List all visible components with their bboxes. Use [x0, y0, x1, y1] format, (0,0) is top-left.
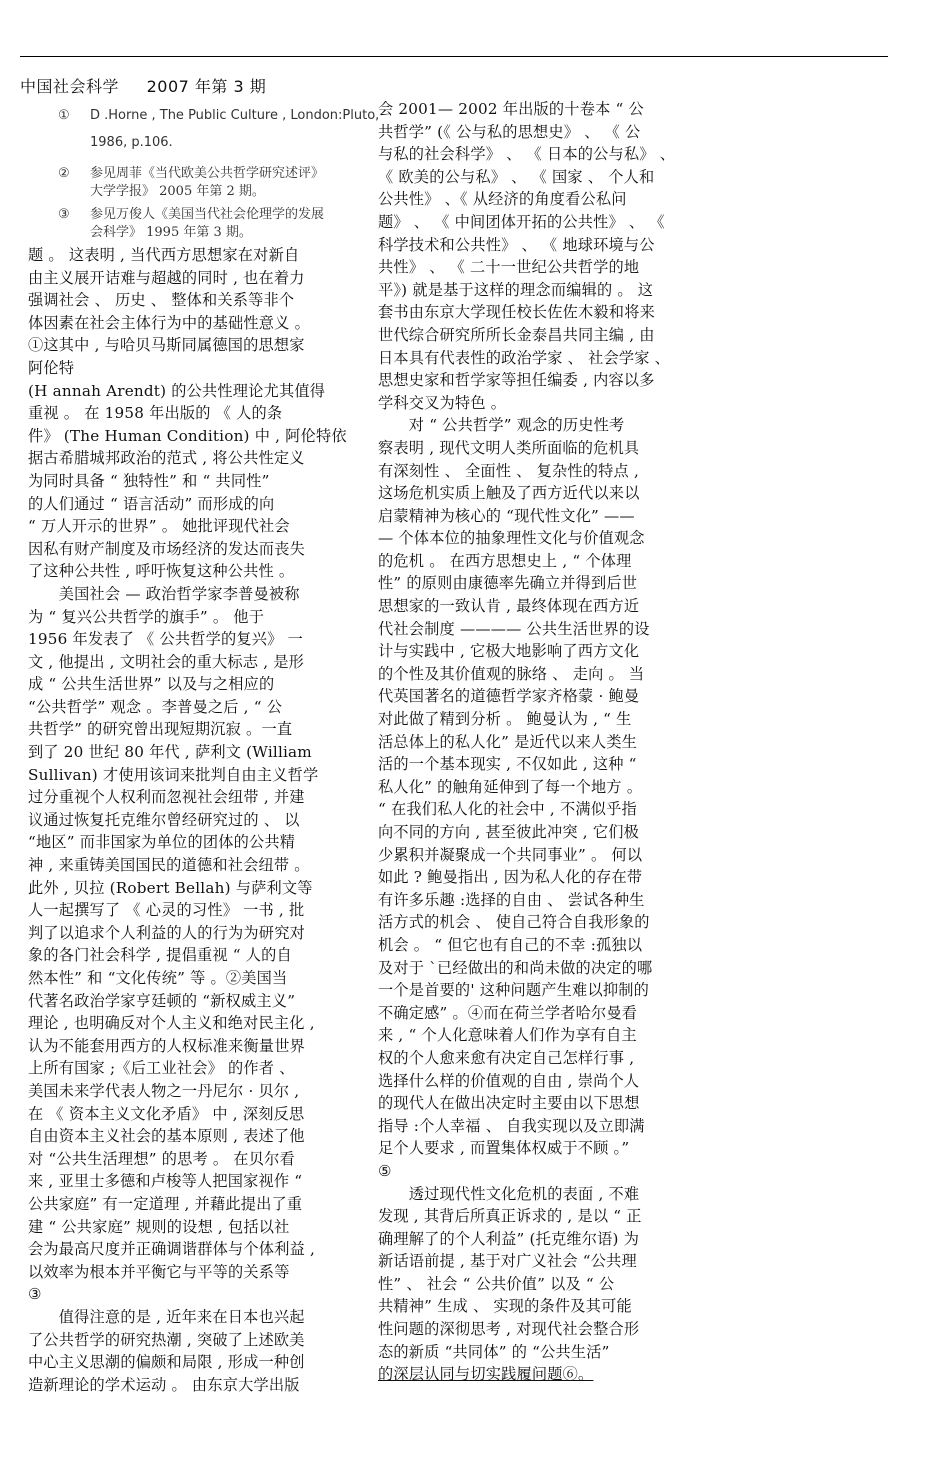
text-line: 来 , 亚里士多德和卢梭等人把国家视作 “	[28, 1172, 303, 1191]
text-line: 因私有财产制度及市场经济的发达而丧失	[28, 539, 305, 558]
text-line: 共性》 、 《 二十一世纪公共哲学的地	[378, 258, 640, 277]
text-line: 对 “ 公共哲学” 观念的历史性考	[378, 416, 625, 435]
text-line: 阿伦特	[28, 358, 75, 377]
text-line: 世代综合研究所所长金泰昌共同主编 , 由	[378, 325, 655, 344]
text-line: 活的一个基本现实 , 不仅如此 , 这种 “	[378, 755, 637, 774]
text-line: 不确定感” 。④而在荷兰学者哈尔曼看	[378, 1003, 638, 1022]
text-line: 的人们通过 “ 语言活动” 而形成的向	[28, 494, 275, 513]
text-line: 察表明 , 现代文明人类所面临的危机具	[378, 438, 640, 457]
text-line: 有深刻性 、 全面性 、 复杂性的特点 ,	[378, 461, 639, 480]
text-line: 由主义展开诘难与超越的同时 , 也在着力	[28, 268, 305, 287]
text-line: 判了以追求个人利益的人的行为为研究对	[28, 923, 305, 942]
text-line: 为 “ 复兴公共哲学的旗手” 。 他于	[28, 607, 265, 626]
text-line: 性问题的深彻思考 , 对现代社会整合形	[378, 1320, 640, 1339]
text-line: 理论 , 也明确反对个人主义和绝对民主化 ,	[28, 1014, 315, 1033]
text-line: 新话语前提 , 基于对广义社会 “公共理	[378, 1252, 637, 1271]
text-line: 计与实践中 , 它极大地影响了西方文化	[378, 642, 640, 661]
text-line: 态的新质 “共同体” 的 “公共生活”	[378, 1342, 610, 1361]
text-line: 性” 、 社会 “ 公共价值” 以及 “ 公	[378, 1274, 615, 1293]
text-line: 共哲学” (《 公与私的思想史》 、 《 公	[378, 122, 641, 141]
text-line: 了这种公共性 , 呼吁恢复这种公共性 。	[28, 562, 295, 581]
text-line: 共哲学” 的研究曾出现短期沉寂 。一直	[28, 720, 293, 739]
text-line: 中心主义思潮的偏颇和局限 , 形成一种创	[28, 1353, 305, 1372]
text-line: 对此做了精到分析 。 鲍曼认为 , “ 生	[378, 710, 632, 729]
text-line: 代社会制度 ———— 公共生活世界的设	[378, 619, 650, 638]
text-line: Sullivan) 才使用该词来批判自由主义哲学	[28, 765, 319, 784]
text-line: 活总体上的私人化” 是近代以来人类生	[378, 732, 638, 751]
text-line: 1956 年发表了 《 公共哲学的复兴》 一	[28, 630, 303, 649]
text-line: 透过现代性文化危机的表面 , 不难	[378, 1184, 640, 1203]
text-line: 体因素在社会主体行为中的基础性意义 。	[28, 313, 311, 332]
text-line: 少累积并凝聚成一个共同事业” 。 何以	[378, 845, 643, 864]
text-line: ⑤	[378, 1161, 392, 1180]
running-header	[20, 74, 288, 97]
text-line: 机会 。 “ 但它也有自己的不幸 :孤独以	[378, 935, 643, 954]
text-line: — 个体本位的抽象理性文化与价值观念	[378, 529, 645, 548]
text-line: 科学技术和公共性》 、 《 地球环境与公	[378, 235, 655, 254]
footnote-text-cont: 大学学报》 2005 年第 2 期。	[90, 184, 265, 199]
text-line: 了公共哲学的研究热潮 , 突破了上述欧美	[28, 1330, 305, 1349]
text-line: 如此 ? 鲍曼指出 , 因为私人化的存在带	[378, 868, 643, 887]
text-line: 以效率为根本并平衡它与平等的关系等	[28, 1262, 290, 1281]
text-line: 性” 的原则由康德率先确立并得到后世	[378, 574, 638, 593]
right-column	[378, 98, 698, 1386]
text-line: 过分重视个人权利而忽视社会纽带 , 并建	[28, 788, 305, 807]
text-line: 题》 、 《 中间团体开拓的公共性》 、 《	[378, 212, 665, 231]
text-line: 会为最高尺度并正确调谐群体与个体利益 ,	[28, 1240, 316, 1259]
header-rule	[20, 56, 888, 57]
text-line: 来 , “ 个人化意味着人们作为享有自主	[378, 1026, 637, 1045]
text-line: 选择什么样的价值观的自由 , 崇尚个人	[378, 1071, 640, 1090]
text-line: 确理解了的个人利益” (托克维尔语) 为	[378, 1229, 640, 1248]
text-line: 上所有国家 ;《后工业社会》 的作者 、	[28, 1059, 295, 1078]
text-line: 共精神” 生成 、 实现的条件及其可能	[378, 1297, 632, 1316]
text-line: 代英国著名的道德哲学家齐格蒙 · 鲍曼	[378, 687, 640, 706]
text-line: 活方式的机会 、 使自己符合自我形象的	[378, 913, 650, 932]
text-line: 公共性》 、《 从经济的角度看公私问	[378, 190, 627, 209]
text-line: 为同时具备 “ 独特性” 和 “ 共同性”	[28, 471, 270, 490]
text-line: 代著名政治学家亨廷顿的 “新权威主义”	[28, 991, 296, 1010]
text-line: 日本具有代表性的政治学家 、 社会学家 、	[378, 348, 671, 367]
text-line: 私人化” 的触角延伸到了每一个地方 。	[378, 777, 643, 796]
text-line: 神 , 来重铸美国国民的道德和社会纽带 。	[28, 856, 310, 875]
text-line: “ 万人开示的世界” 。 她批评现代社会	[28, 517, 290, 536]
footnote-text: D .Horne , The Public Culture , London:Pluto,	[90, 108, 380, 123]
footnote-text-cont: 1986, p.106.	[90, 135, 173, 150]
text-line: (H annah Arendt) 的公共性理论尤其值得	[28, 381, 326, 400]
text-line: 文 , 他提出 , 文明社会的重大标志 , 是形	[28, 652, 305, 671]
text-line: 发现 , 其背后所真正诉求的 , 是以 “ 正	[378, 1207, 642, 1226]
text-line: “地区” 而非国家为单位的团体的公共精	[28, 833, 296, 852]
footnote-text-cont: 会科学》 1995 年第 3 期。	[90, 225, 252, 240]
text-line: 套书由东京大学现任校长佐佐木毅和将来	[378, 303, 655, 322]
text-line: “公共哲学” 观念 。李普曼之后 , “ 公	[28, 697, 283, 716]
text-line: 思想家的一致认肯 , 最终体现在西方近	[378, 597, 640, 616]
footnote-mark: ①	[58, 108, 70, 123]
text-line: “ 在我们私人化的社会中 , 不满似乎指	[378, 800, 637, 819]
text-line: 会 2001— 2002 年出版的十卷本 “ 公	[378, 100, 644, 118]
text-line: 件》 (The Human Condition) 中 , 阿伦特依	[28, 426, 347, 445]
issue-label: 2007 年第 3 期	[146, 77, 267, 96]
text-line: 向不同的方向 , 甚至彼此冲突 , 它们极	[378, 823, 639, 841]
text-line: 足个人要求 , 而置集体权威于不顾 。”	[378, 1139, 630, 1158]
text-line: 然本性” 和 “文化传统” 等 。②美国当	[28, 969, 288, 987]
text-line: 学科交叉为特色 。	[378, 393, 507, 412]
text-line: 有许多乐趣 :选择的自由 、 尝试各种生	[378, 890, 645, 909]
text-line: 在 《 资本主义文化矛盾》 中 , 深刻反思	[28, 1104, 305, 1123]
text-line: 美国社会 — 政治哲学家李普曼被称	[28, 584, 300, 603]
text-line: 题 。 这表明 , 当代西方思想家在对新自	[28, 246, 300, 264]
journal-title: 中国社会科学	[20, 77, 120, 96]
text-line: 到了 20 世纪 80 年代 , 萨利文 (William	[28, 743, 312, 762]
text-line: 议通过恢复托克维尔曾经研究过的 、 以	[28, 810, 300, 829]
text-line: 对 “公共生活理想” 的思考 。 在贝尔看	[28, 1149, 295, 1168]
text-line: ①这其中 , 与哈贝马斯同属德国的思想家	[28, 336, 305, 355]
text-line: 思想史家和哲学家等担任编委 , 内容以多	[378, 371, 655, 390]
text-line: 公共家庭” 有一定道理 , 并藉此提出了重	[28, 1194, 303, 1213]
text-line: 的危机 。 在西方思想史上 , “ 个体理	[378, 551, 632, 570]
text-line: 与私的社会科学》 、 《 日本的公与私》 、	[378, 145, 676, 164]
text-line: 重视 。 在 1958 年出版的 《 人的条	[28, 404, 283, 423]
text-line: 的个性及其价值观的脉络 、 走向 。 当	[378, 664, 645, 683]
text-line: 象的各门社会科学 , 提倡重视 “ 人的自	[28, 946, 292, 965]
text-line: 美国未来学代表人物之一丹尼尔 · 贝尔 ,	[28, 1081, 300, 1100]
text-line: 启蒙精神为核心的 “现代性文化” ——	[378, 506, 635, 525]
text-line: 人一起撰写了 《 心灵的习性》 一书 , 批	[28, 901, 305, 920]
text-line: 一个是首要的' 这种问题产生难以抑制的	[378, 981, 649, 1000]
text-line: 权的个人愈来愈有决定自己怎样行事 ,	[378, 1048, 635, 1067]
text-line: 《 欧美的公与私》 、 《 国家 、 个人和	[378, 167, 655, 186]
text-line: 指导 :个人幸福 、 自我实现以及立即满	[378, 1116, 645, 1135]
text-line: 的深层认同与切实践履问题⑥。	[378, 1365, 594, 1384]
text-line: 值得注意的是 , 近年来在日本也兴起	[28, 1307, 305, 1326]
text-line: 自由资本主义社会的基本原则 , 表述了他	[28, 1127, 305, 1146]
text-line: 及对于 `已经做出的和尚未做的决定的哪	[378, 958, 653, 977]
text-line: 的现代人在做出决定时主要由以下思想	[378, 1094, 640, 1113]
text-line: 造新理论的学术运动 。 由东京大学出版	[28, 1375, 300, 1394]
footnote-text: 参见万俊人《美国当代社会伦理学的发展	[90, 207, 325, 222]
text-line: ③	[28, 1285, 42, 1304]
footnote-mark: ②	[58, 166, 70, 181]
text-line: 成 “ 公共生活世界” 以及与之相应的	[28, 675, 275, 694]
text-line: 强调社会 、 历史 、 整体和关系等非个	[28, 291, 295, 310]
text-line: 认为不能套用西方的人权标准来衡量世界	[28, 1036, 305, 1055]
left-column	[28, 244, 346, 1396]
text-line: 这场危机实质上触及了西方近代以来以	[378, 484, 640, 503]
text-line: 建 “ 公共家庭” 规则的设想 , 包括以社	[28, 1217, 290, 1236]
footnote-mark: ③	[58, 207, 70, 222]
text-line: 此外 , 贝拉 (Robert Bellah) 与萨利文等	[28, 878, 313, 897]
text-line: 据古希腊城邦政治的范式 , 将公共性定义	[28, 449, 305, 468]
footnote-text: 参见周菲《当代欧美公共哲学研究述评》	[90, 166, 325, 181]
text-line: 平》) 就是基于这样的理念而编辑的 。 这	[378, 280, 654, 299]
